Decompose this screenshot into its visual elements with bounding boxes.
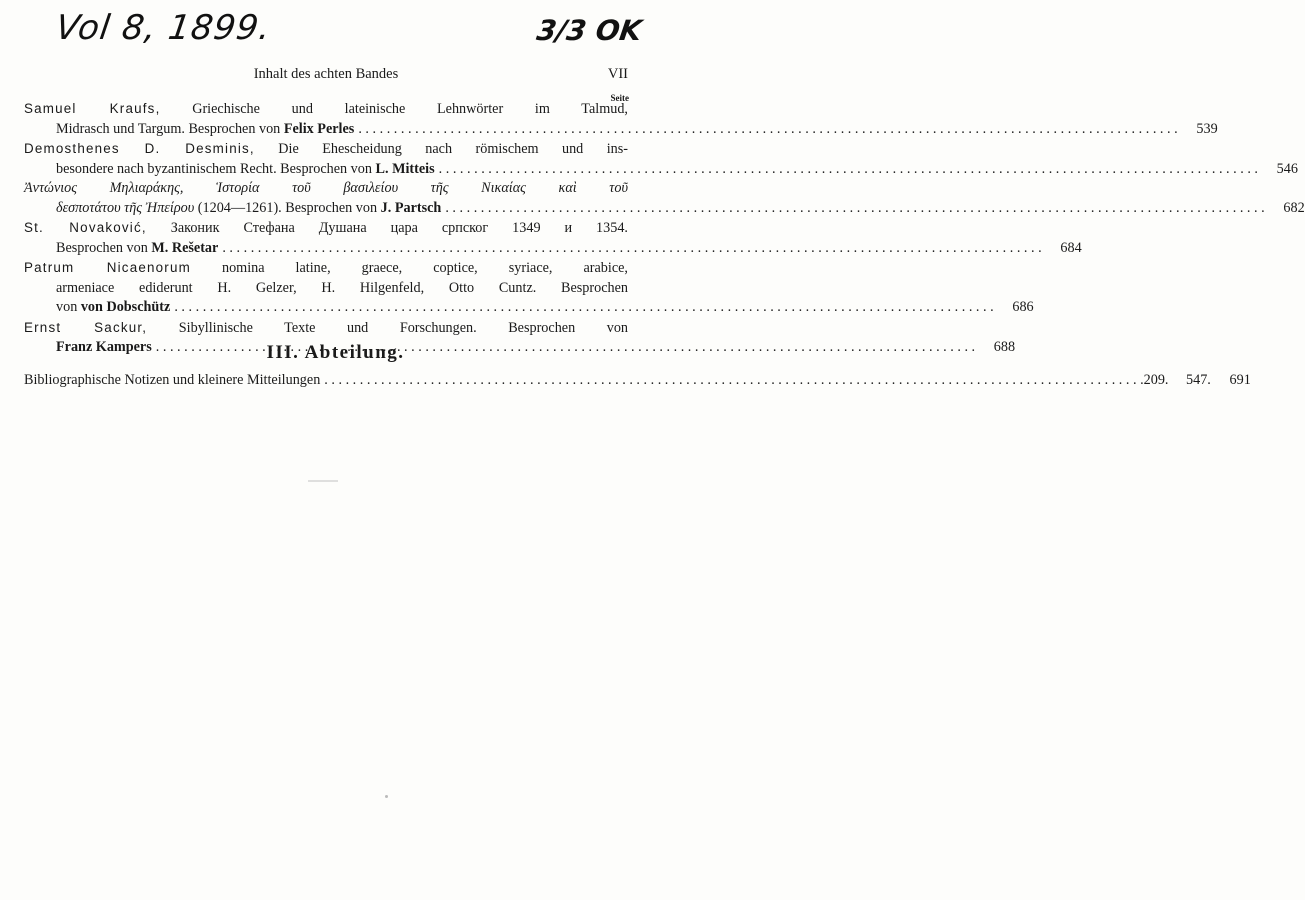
entry-author: Ernst Sackur, [24, 319, 148, 335]
entry-author: St. Novaković, [24, 220, 147, 235]
toc-line [24, 318, 628, 339]
toc-entry [24, 139, 1298, 179]
entry-page-number: 686 [1012, 299, 1034, 315]
handwritten-check-note: 3/3 OK [534, 14, 644, 47]
handwritten-volume-note: Vol 8, 1899. [53, 8, 274, 48]
entry-reviewer: J. Partsch [380, 199, 442, 216]
entry-text: Законик Стефана Душана цара српског 1349 и 1354. [146, 220, 628, 236]
header-page-number: VII [607, 66, 628, 82]
entry-page-number: 539 [1196, 120, 1218, 137]
leader-dots [439, 160, 1258, 180]
entry-author: Samuel Kraufs, [24, 101, 161, 116]
entry-page-number: 682 [1283, 199, 1305, 216]
entry-text: Besprochen von [56, 239, 152, 256]
toc-line [24, 120, 1218, 140]
entry-text: besondere nach byzantinischem Recht. Besprochen von [56, 160, 376, 177]
entry-reviewer: von Dobschütz [80, 299, 171, 315]
entry-page-number: 688 [993, 339, 1016, 355]
toc-entry [24, 258, 1034, 318]
toc-line [24, 160, 1298, 180]
entry-greek-title: Ἀντώνιος Μηλιαράκης, Ἱστορία τοῦ βασιλείου τῆς Νικαίας καὶ τοῦ [24, 180, 628, 196]
entry-page-number: 684 [1060, 239, 1082, 256]
toc-line [24, 218, 628, 239]
entry-greek-title: δεσποτάτου τῆς Ἠπείρου [56, 199, 195, 216]
leader-dots [358, 120, 1177, 140]
biblio-entry [24, 372, 1251, 389]
entry-text: nomina latine, graece, coptice, syriace, arabice, [190, 260, 628, 276]
entry-text: Griechische und lateinische Lehnwörter im Talmud, [160, 101, 628, 117]
seite-label: Seite [610, 93, 629, 103]
header-title: Inhalt des achten Bandes [253, 66, 399, 82]
toc-line [24, 179, 628, 199]
entry-reviewer: Felix Perles [283, 120, 355, 137]
toc-line [24, 298, 1034, 318]
biblio-last-page: 691 [1229, 372, 1251, 388]
entry-page-number: 546 [1276, 160, 1298, 177]
toc-entry [24, 179, 1305, 218]
page-spot [385, 795, 388, 798]
biblio-pages: 209. 547. [1143, 372, 1211, 388]
page-smudge [308, 480, 338, 482]
toc-line [24, 279, 628, 299]
biblio-text: Bibliographische Notizen und kleinere Mitteilungen [24, 372, 321, 388]
running-header [24, 66, 628, 86]
entry-text: Sibyllinische Texte und Forschungen. Besprochen von [147, 319, 629, 336]
entry-reviewer: Franz Kampers [56, 339, 152, 355]
entry-text: Die Ehescheidung nach römischem und ins- [254, 141, 629, 157]
toc-line [24, 139, 628, 160]
toc-line [24, 199, 1305, 219]
section-title: III. Abteilung. [266, 342, 405, 363]
entry-author: Patrum Nicaenorum [24, 260, 191, 275]
entry-text: (1204—1261). Besprochen von [194, 199, 381, 216]
leader-dots [324, 372, 1143, 389]
entry-text: Midrasch und Targum. Besprochen von [56, 120, 284, 137]
entry-author: Demosthenes D. Desminis, [24, 141, 255, 156]
toc-line [24, 239, 1082, 259]
leader-dots [222, 239, 1041, 259]
entry-text: armeniace ediderunt H. Gelzer, H. Hilgenfeld, Otto Cuntz. Besprochen [56, 279, 628, 296]
toc-line [24, 99, 628, 120]
leader-dots [445, 199, 1264, 219]
entry-text: von [56, 299, 81, 315]
entry-reviewer: L. Mitteis [375, 160, 435, 177]
leader-dots [174, 298, 993, 318]
entry-reviewer: M. Rešetar [151, 239, 219, 256]
toc-entry [24, 99, 1218, 139]
toc-line [24, 258, 628, 279]
table-of-contents [24, 99, 1305, 358]
toc-entry [24, 218, 1082, 258]
